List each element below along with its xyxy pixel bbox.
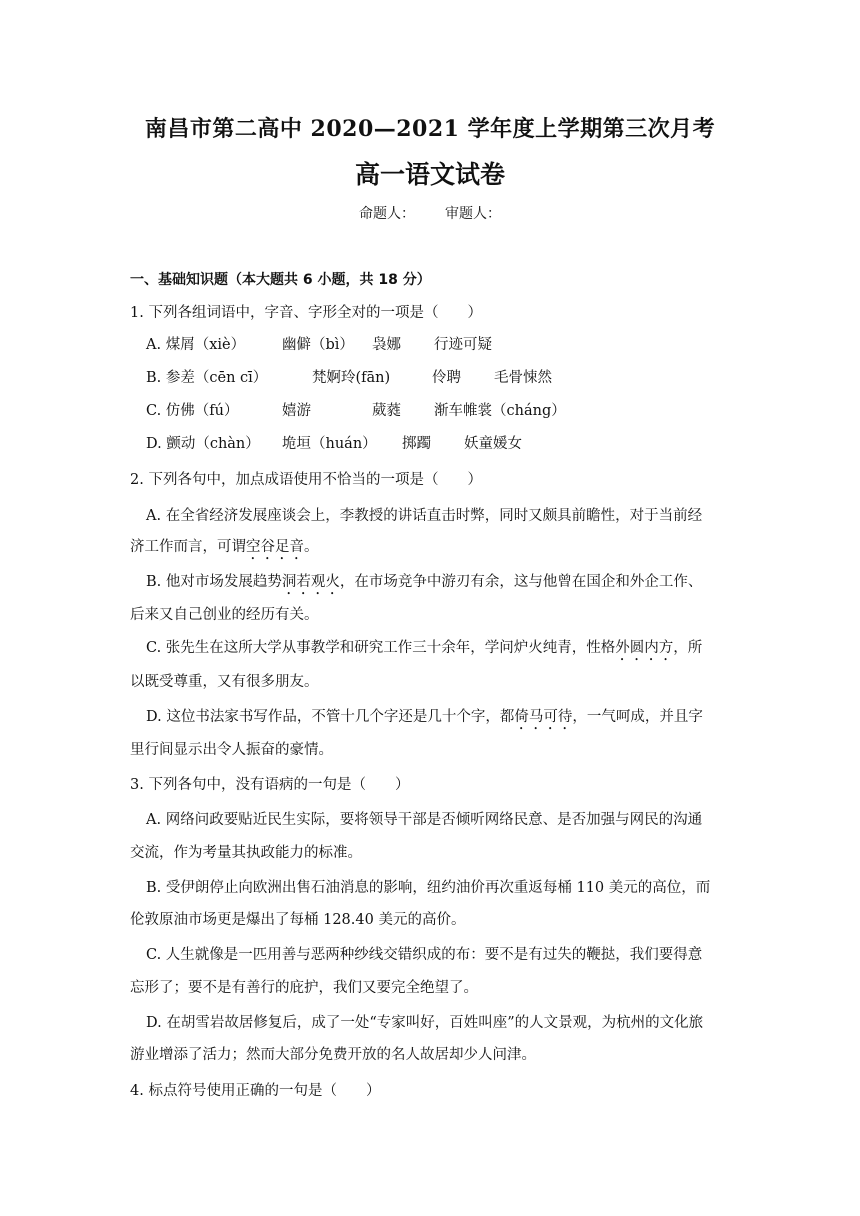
q3-b-line1: B. 受伊朗停止向欧洲出售石油消息的影响，纽约油价再次重返每桶 110 美元的高位，而 (146, 880, 711, 896)
q1-a-word1: A. 煤屑（xiè） (146, 337, 246, 353)
q3-a-line1: A. 网络问政要贴近民生实际，要将领导干部是否倾听网络民意、是否加强与网民的沟通 (146, 812, 703, 828)
q3-d-line1: D. 在胡雪岩故居修复后，成了一处“专家叫好，百姓叫座”的人文景观，为杭州的文化旅 (146, 1015, 704, 1031)
q2-a-line1: A. 在全省经济发展座谈会上，李教授的讲话直击时弊，同时又颇具前瞻性，对于当前经 (146, 508, 703, 524)
q4-stem: 4. 标点符号使用正确的一句是（ ） (130, 1083, 381, 1099)
q2-c-text: C. 张先生在这所大学从事教学和研究工作三十余年，学问炉火纯青，性格 (146, 640, 616, 656)
q2-b-line2: 后来又自己创业的经历有关。 (130, 607, 319, 623)
q1-stem: 1. 下列各组词语中，字音、字形全对的一项是（ ） (130, 305, 482, 321)
q1-d-word1: D. 颤动（chàn） (146, 436, 260, 452)
q1-a-word2: 幽僻（bì） (282, 337, 354, 353)
q2-d-line2: 里行间显示出令人振奋的豪情。 (130, 742, 333, 758)
q3-d-line2: 游业增添了活力；然而大部分免费开放的名人故居却少人问津。 (130, 1047, 536, 1063)
q2-c-idiom: 外圆内方 (615, 640, 674, 656)
q2-d-line1 (146, 707, 703, 733)
q1-b-word1: B. 参差（cēn cī） (146, 370, 268, 386)
setter-label: 命题人： (359, 206, 415, 222)
q1-d-word4: 妖童媛女 (464, 436, 522, 452)
q1-d-word2: 垝垣（huán） (282, 436, 377, 452)
q2-a-idiom: 空谷足音 (246, 539, 304, 555)
exam-title: 南昌市第二高中 2020—2021 学年度上学期第三次月考 (144, 116, 716, 142)
q2-c-text-end: ，所 (673, 640, 703, 656)
q2-a-line2 (130, 537, 319, 563)
q2-d-text: D. 这位书法家书写作品，不管十几个字还是几十个字，都 (146, 709, 515, 725)
q2-b-idiom: 洞若观火 (281, 574, 340, 590)
q1-c-word4: 渐车帷裳（cháng） (434, 403, 566, 419)
q2-b-text-end: ，在市场竞争中游刃有余，这与他曾在国企和外企工作、 (339, 574, 703, 590)
q1-c-word2: 嬉游 (282, 403, 311, 419)
reviewer-label: 审题人： (445, 206, 501, 222)
section-heading: 一、基础知识题（本大题共 6 小题，共 18 分） (130, 272, 431, 288)
q3-c-line2: 忘形了；要不是有善行的庇护，我们又要完全绝望了。 (130, 980, 478, 996)
q2-a-text: 济工作而言，可谓 (130, 539, 246, 555)
q1-a-word3: 袅娜 (372, 337, 401, 353)
exam-subtitle: 高一语文试卷 (354, 160, 505, 189)
q2-d-idiom: 倚马可待 (514, 709, 573, 725)
q3-stem: 3. 下列各句中，没有语病的一句是（ ） (130, 777, 410, 793)
q2-b-text: B. 他对市场发展趋势 (146, 574, 282, 590)
q1-b-word3: 伶聘 (432, 370, 461, 386)
q1-a-word4: 行迹可疑 (434, 337, 492, 353)
q3-c-line1: C. 人生就像是一匹用善与恶两种纱线交错织成的布：要不是有过失的鞭挞，我们要得意 (146, 947, 703, 963)
q2-d-text-end: ，一气呵成，并且字 (572, 709, 703, 725)
q1-c-word1: C. 仿佛（fú） (146, 403, 239, 419)
q2-a-text-end: 。 (304, 539, 319, 555)
q1-b-word2: 梵婀玲(fān) (312, 370, 391, 386)
q1-c-word3: 葳蕤 (372, 403, 401, 419)
q2-c-line2: 以既受尊重，又有很多朋友。 (130, 674, 319, 690)
setter-line (0, 203, 860, 223)
q3-b-line2: 伦敦原油市场更是爆出了每桶 128.40 美元的高价。 (130, 912, 466, 928)
q2-c-line1 (146, 638, 702, 664)
q1-d-word3: 掷躅 (402, 436, 431, 452)
q3-a-line2: 交流，作为考量其执政能力的标准。 (130, 845, 362, 861)
q1-b-word4: 毛骨悚然 (494, 370, 552, 386)
q2-stem: 2. 下列各句中，加点成语使用不恰当的一项是（ ） (130, 472, 482, 488)
q2-b-line1 (146, 572, 702, 598)
